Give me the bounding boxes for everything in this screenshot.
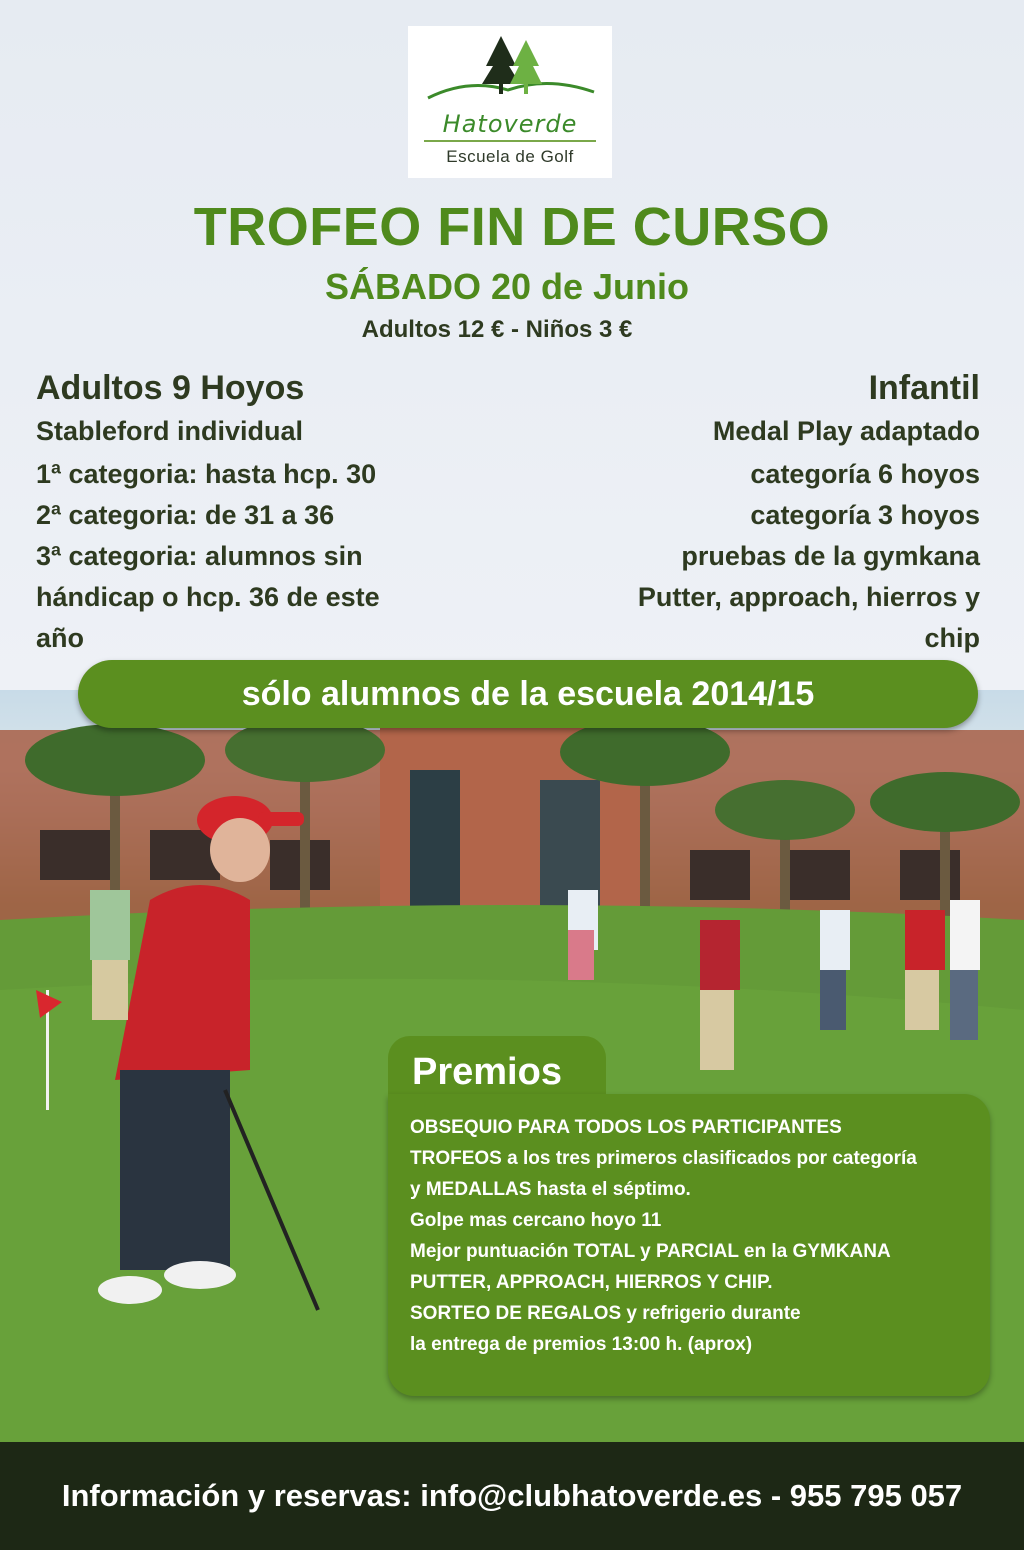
- kids-format: Medal Play adaptado: [712, 416, 980, 446]
- contact-footer: Información y reservas: info@clubhatoverde.es - 955 795 057: [0, 1442, 1024, 1550]
- prize-line: Mejor puntuación TOTAL y PARCIAL en la GYMKANA: [410, 1241, 891, 1262]
- adults-heading: Adultos 9 Hoyos: [36, 369, 305, 407]
- adults-format: Stableford individual: [36, 416, 304, 446]
- prizes-box: [388, 1094, 990, 1396]
- logo-subtitle: Escuela de Golf: [446, 147, 574, 166]
- prize-line: OBSEQUIO PARA TODOS LOS PARTICIPANTES: [410, 1117, 842, 1138]
- kids-line: categoría 6 hoyos: [750, 459, 980, 489]
- logo: [408, 26, 612, 178]
- adults-section: [36, 366, 436, 659]
- adults-line: 2ª categoria: de 31 a 36: [36, 500, 335, 530]
- event-prices: Adultos 12 € - Niños 3 €: [361, 316, 633, 343]
- prizes-title: Premios: [388, 1036, 606, 1108]
- adults-line: 3ª categoria: alumnos sin: [36, 541, 363, 571]
- prize-line: y MEDALLAS hasta el séptimo.: [410, 1179, 691, 1200]
- prize-line: Golpe mas cercano hoyo 11: [410, 1210, 662, 1231]
- prize-line: TROFEOS a los tres primeros clasificados por categoría: [410, 1148, 917, 1169]
- students-only-banner: sólo alumnos de la escuela 2014/15: [78, 660, 978, 728]
- kids-line: categoría 3 hoyos: [750, 500, 980, 530]
- event-title: TROFEO FIN DE CURSO: [193, 197, 831, 257]
- kids-line: pruebas de la gymkana: [681, 541, 980, 571]
- kids-heading: Infantil: [868, 369, 980, 407]
- prize-line: la entrega de premios 13:00 h. (aprox): [410, 1334, 753, 1355]
- adults-line: hándicap o hcp. 36 de este: [36, 582, 380, 612]
- adults-line: año: [36, 623, 85, 653]
- prize-line: PUTTER, APPROACH, HIERROS Y CHIP.: [410, 1272, 773, 1293]
- logo-brand-text: Hatoverde: [442, 110, 578, 138]
- logo-divider: [424, 140, 596, 142]
- adults-line: 1ª categoria: hasta hcp. 30: [36, 459, 377, 489]
- kids-section: [550, 366, 980, 659]
- tree-logo-icon: [408, 26, 612, 116]
- kids-line: chip: [924, 623, 980, 653]
- prize-line: SORTEO DE REGALOS y refrigerio durante: [410, 1303, 801, 1324]
- kids-line: Putter, approach, hierros y: [637, 582, 980, 612]
- event-date: SÁBADO 20 de Junio: [324, 266, 690, 307]
